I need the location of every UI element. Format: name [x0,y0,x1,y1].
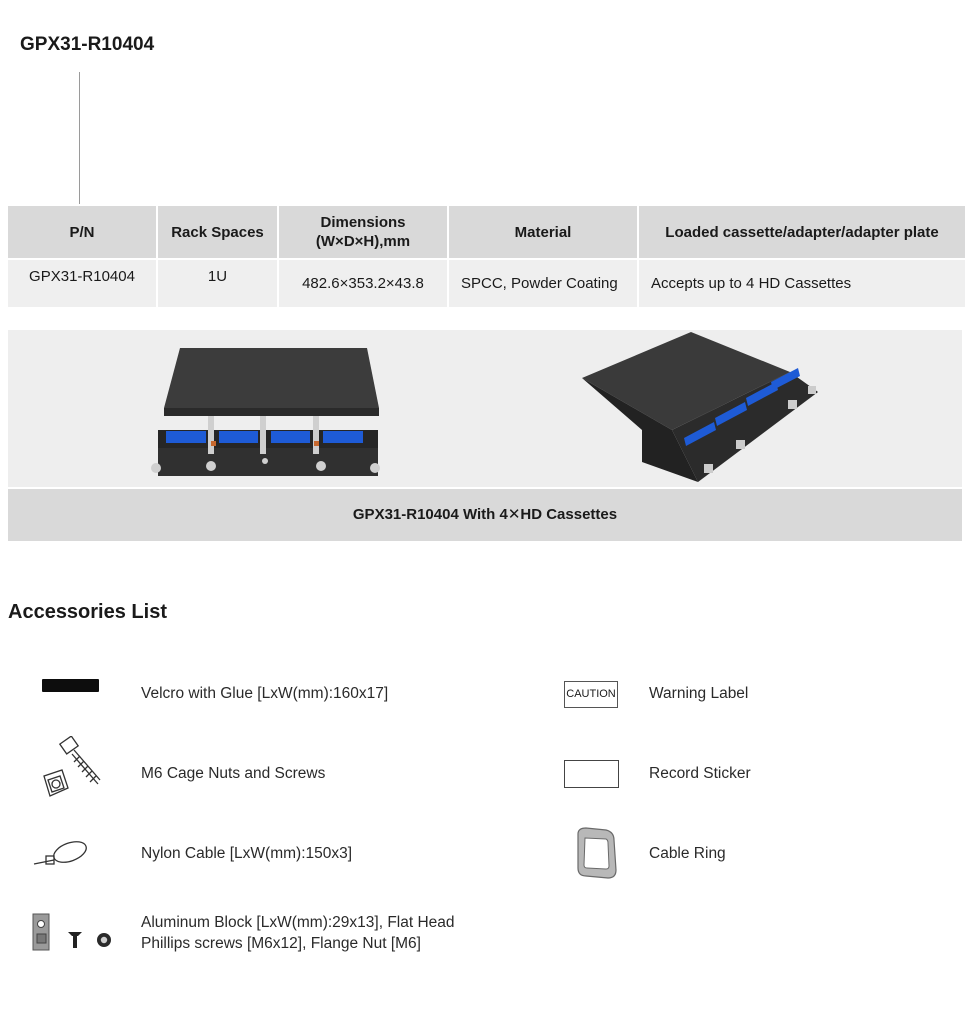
record-sticker-icon [564,760,619,788]
header-loaded: Loaded cassette/adapter/adapter plate [639,206,965,258]
header-rack-spaces: Rack Spaces [158,206,277,258]
header-dimensions-line2: (W×D×H),mm [315,233,411,250]
cell-dimensions: 482.6×353.2×43.8 [279,258,447,307]
leader-line [79,72,80,204]
accessory-label-aluminum-line2: Phillips screws [M6x12], Flange Nut [M6] [141,935,421,952]
cable-ring-icon [572,826,620,882]
cell-material: SPCC, Powder Coating [449,258,637,307]
product-photo-panel [8,330,962,487]
accessory-label-aluminum-line1: Aluminum Block [LxW(mm):29x13], Flat Head [141,914,455,931]
table-row [8,258,965,307]
header-dimensions [279,206,447,258]
aluminum-block-icon [30,912,116,954]
accessory-label-velcro: Velcro with Glue [LxW(mm):160x17] [141,685,389,702]
accessories-title: Accessories List [8,601,167,623]
header-pn: P/N [8,206,156,258]
screw-icon [68,932,82,948]
cage-nut-screw-icon [38,736,110,802]
accessory-label-aluminum-block [141,912,455,954]
cell-pn: GPX31-R10404 [8,258,156,307]
accessory-label-record-sticker: Record Sticker [649,765,751,782]
header-material: Material [449,206,637,258]
accessory-label-cage-nuts: M6 Cage Nuts and Screws [141,765,326,782]
cable-tie-icon [32,836,92,870]
spec-table [6,206,967,307]
velcro-strip-icon [42,679,99,692]
accessory-label-cable-ring: Cable Ring [649,845,726,862]
accessory-label-warning: Warning Label [649,685,749,702]
angled-view-image [8,330,962,487]
product-title: GPX31-R10404 [20,34,155,55]
cell-loaded: Accepts up to 4 HD Cassettes [639,258,965,307]
spec-table-header-row [8,206,965,258]
figure-caption: GPX31-R10404 With 4✕HD Cassettes [8,489,962,541]
cell-rack-spaces: 1U [158,258,277,307]
caution-label-icon: CAUTION [564,681,618,708]
accessory-label-nylon-cable: Nylon Cable [LxW(mm):150x3] [141,845,353,862]
header-dimensions-line1: Dimensions [320,214,406,231]
